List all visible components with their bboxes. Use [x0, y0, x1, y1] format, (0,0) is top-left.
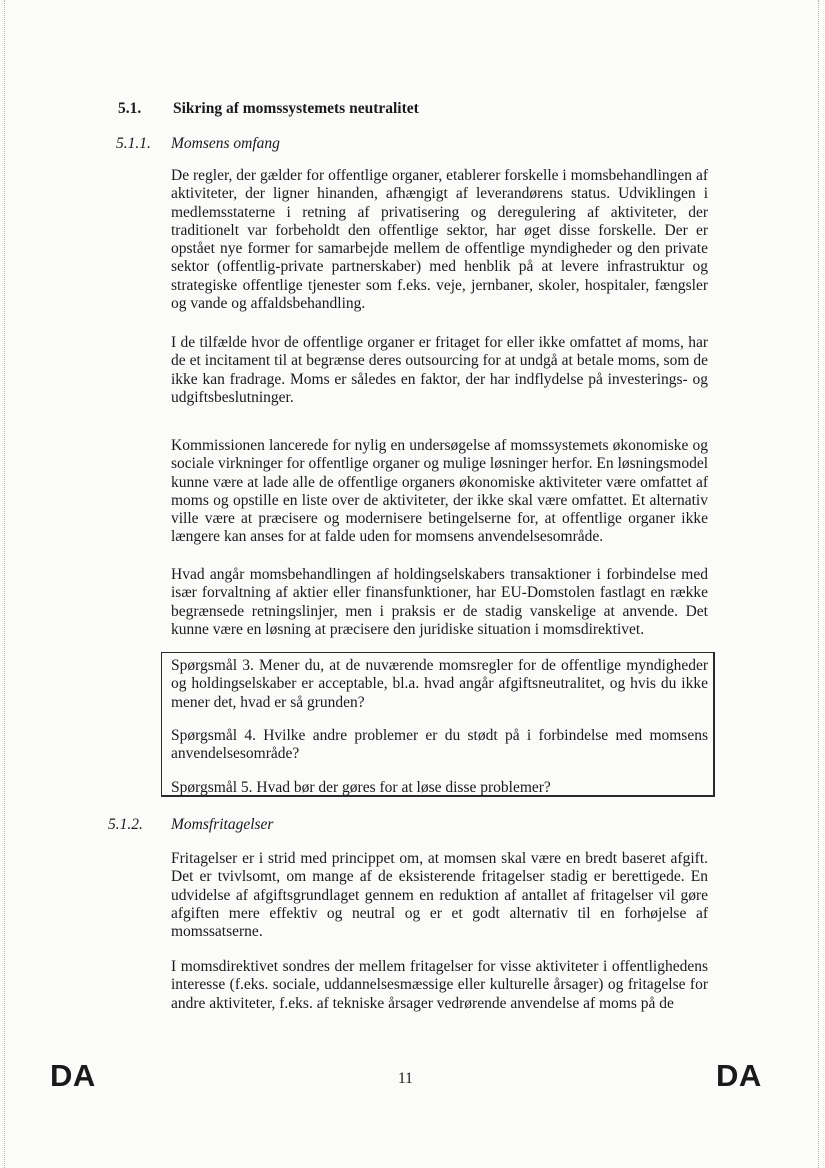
section-number: 5.1. — [118, 100, 142, 117]
subsection-heading-2 — [108, 816, 273, 834]
question-4: Spørgsmål 4. Hvilke andre problemer er du stødt på i forbindelse med momsens anvendelsesområde? — [171, 727, 708, 763]
scan-edge-left — [4, 0, 5, 1168]
subsection-number: 5.1.1. — [116, 135, 151, 152]
page-number: 11 — [398, 1070, 413, 1087]
subsection-heading-1 — [116, 135, 280, 153]
subsection-title: Momsfritagelser — [171, 816, 274, 833]
paragraph: Kommissionen lancerede for nylig en undersøgelse af momssystemets økonomiske og sociale virkninger for offentlige organer og mulige løsninger herfor. En løsningsmodel kunne være at lade alle de offentlige organers økonomiske aktiviteter være omfattet af moms og opstille en liste over de aktiviteter, der ikke skal være omfattet. Et alternativ ville være at præcisere og modernisere betingelserne for, at offentlige organer ikke længere kan anses for at falde uden for momsens anvendelsesområde. — [171, 437, 708, 546]
paragraph: I momsdirektivet sondres der mellem fritagelser for visse aktiviteter i offentlighedens interesse (f.eks. sociale, uddannelsesmæssige eller kulturelle årsager) og fritagelse for andre aktiviteter, f.eks. af tekniske årsager vedrørende anvendelse af moms på de — [171, 958, 708, 1012]
questions-box — [161, 652, 715, 797]
paragraph: Hvad angår momsbehandlingen af holdingselskabers transaktioner i forbindelse med især forvaltning af aktier eller finansfunktioner, har EU-Domstolen fastlagt en række begrænsede retningslinjer, men i praksis er de stadig vanskelige at anvende. Det kunne være en løsning at præcisere den juridiske situation i momsdirektivet. — [171, 566, 708, 638]
footer-language-code-left: DA — [50, 1058, 96, 1093]
section-heading — [118, 100, 419, 118]
subsection-number: 5.1.2. — [108, 816, 143, 833]
subsection-title: Momsens omfang — [171, 135, 280, 152]
section-title: Sikring af momssystemets neutralitet — [173, 100, 419, 117]
paragraph: Fritagelser er i strid med princippet om, at momsen skal være en bredt baseret afgift. Det er tvivlsomt, om mange af de eksisterende fritagelser stadig er berettigede. En udvidelse af afgiftsgrundlaget gennem en reduktion af antallet af fritagelser vil gøre afgiften mere effektiv og neutral og er et godt alternativ til en forhøjelse af momssatserne. — [171, 850, 708, 941]
footer-language-code-right: DA — [716, 1058, 762, 1093]
paragraph: I de tilfælde hvor de offentlige organer er fritaget for eller ikke omfattet af moms, har de et incitament til at begrænse deres outsourcing for at undgå at betale moms, som de ikke kan fradrage. Moms er således en faktor, der har indflydelse på investerings- og udgiftsbeslutninger. — [171, 334, 708, 406]
paragraph: De regler, der gælder for offentlige organer, etablerer forskelle i momsbehandlingen af aktiviteter, der ligner hinanden, afhængigt af leverandørens status. Udviklingen i medlemsstaterne i retning af privatisering og deregulering af aktiviteter, der traditionelt var forbeholdt den offentlige sektor, har øget disse forskelle. Der er opstået nye former for samarbejde mellem de offentlige myndigheder og den private sektor (offentlig-private partnerskaber) med henblik på at levere infrastruktur og strategiske offentlige tjenester som f.eks. veje, jernbaner, skoler, hospitaler, fængsler og vande og affaldsbehandling. — [171, 167, 708, 313]
question-5: Spørgsmål 5. Hvad bør der gøres for at løse disse problemer? — [171, 779, 551, 796]
scan-edge-right — [818, 0, 819, 1168]
question-3: Spørgsmål 3. Mener du, at de nuværende momsregler for de offentlige myndigheder og holdingselskaber er acceptable, bl.a. hvad angår afgiftsneutralitet, og hvis du ikke mener det, hvad er så grunden? — [171, 657, 708, 711]
